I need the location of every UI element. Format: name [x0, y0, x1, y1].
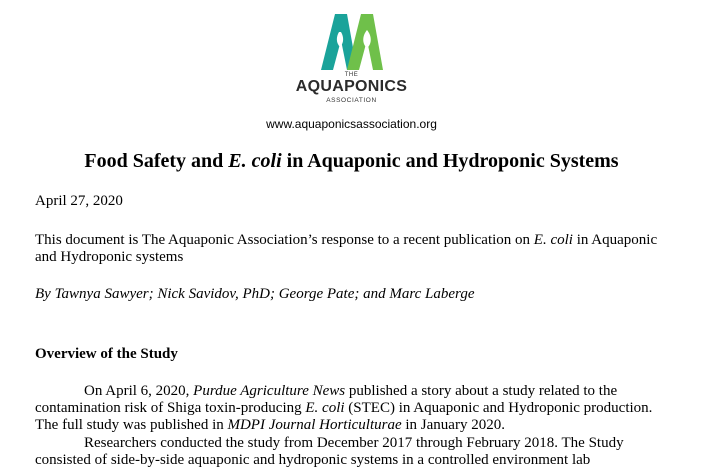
section-heading: Overview of the Study	[35, 346, 178, 362]
para1-text-2: published a story about a study related to the contamination risk of Shiga toxin-producing	[35, 383, 618, 416]
body-paragraph-2: Researchers conducted the study from December 2017 through February 2018. The Study consisted of side-by-side aquaponic and hydroponic systems in a controlled environment lab	[35, 435, 624, 468]
para1-text-3: (STEC) in Aquaponic and Hydroponic production. The full study was published in	[35, 400, 653, 433]
document-title	[0, 150, 703, 173]
intro-paragraph	[35, 232, 675, 266]
logo-association-label: ASSOCIATION	[326, 97, 377, 104]
para1-italic-3: MDPI Journal Horticulturae	[227, 417, 402, 433]
logo-the-label: THE	[344, 72, 359, 78]
intro-text-1: This document is The Aquaponic Association’s response to a recent publication on	[35, 232, 534, 248]
authors-line: By Tawnya Sawyer; Nick Savidov, PhD; George Pate; and Marc Laberge	[35, 286, 475, 302]
para1-text-4: in January 2020.	[401, 417, 505, 433]
para1-italic-2: E. coli	[305, 400, 345, 416]
logo-name-label: AQUAPONICS	[295, 78, 408, 95]
para1-italic-1: Purdue Agriculture News	[193, 383, 346, 399]
body-paragraph-1	[35, 383, 675, 434]
website-link[interactable]: www.aquaponicsassociation.org	[266, 117, 437, 131]
aquaponics-logo-icon	[319, 12, 385, 72]
title-text-1: Food Safety and	[84, 150, 229, 172]
intro-italic: E. coli	[533, 232, 573, 248]
title-italic: E. coli	[228, 150, 282, 172]
intro-text-2: in Aquaponic and Hydroponic systems	[35, 232, 658, 265]
para1-text-1: On April 6, 2020,	[84, 383, 194, 399]
document-date: April 27, 2020	[35, 193, 123, 209]
title-text-2: in Aquaponic and Hydroponic Systems	[281, 150, 619, 172]
logo	[0, 12, 703, 72]
